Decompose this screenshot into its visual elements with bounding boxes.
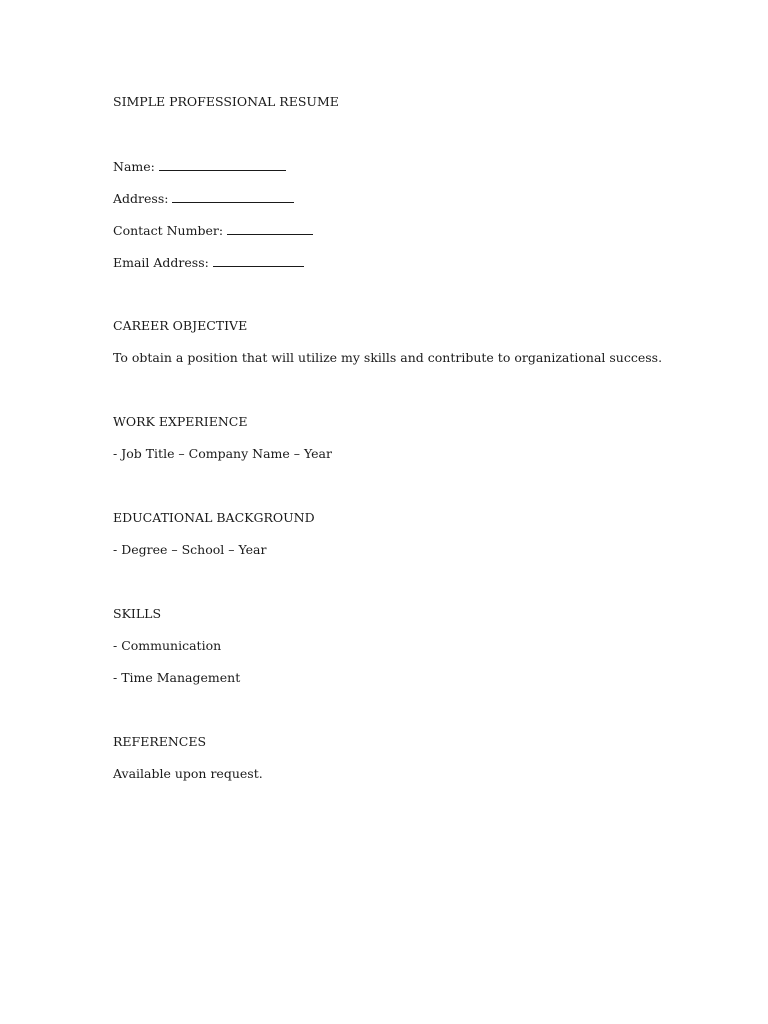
references-text: Available upon request. <box>113 766 263 781</box>
work-experience-heading: WORK EXPERIENCE <box>113 414 248 429</box>
resume-title: SIMPLE PROFESSIONAL RESUME <box>113 94 339 109</box>
skills-item-communication: - Communication <box>113 638 222 653</box>
references-heading: REFERENCES <box>113 734 207 749</box>
education-heading: EDUCATIONAL BACKGROUND <box>113 510 315 525</box>
resume-page <box>113 0 713 1024</box>
name-label: Name: <box>113 159 155 174</box>
skills-heading: SKILLS <box>113 606 162 621</box>
education-item: - Degree – School – Year <box>113 542 267 557</box>
name-field <box>113 158 286 175</box>
address-label: Address: <box>113 191 169 206</box>
career-objective-text: To obtain a position that will utilize my skills and contribute to organizational success. <box>113 350 663 365</box>
email-label: Email Address: <box>113 255 209 270</box>
address-field <box>113 190 294 207</box>
address-blank-line <box>172 190 294 203</box>
career-objective-heading: CAREER OBJECTIVE <box>113 318 248 333</box>
email-blank-line <box>213 254 304 267</box>
skills-item-time-management: - Time Management <box>113 670 241 685</box>
contact-number-label: Contact Number: <box>113 223 224 238</box>
work-experience-item: - Job Title – Company Name – Year <box>113 446 332 461</box>
contact-number-field <box>113 222 313 239</box>
email-field <box>113 254 304 271</box>
contact-number-blank-line <box>227 222 313 235</box>
name-blank-line <box>159 158 286 171</box>
